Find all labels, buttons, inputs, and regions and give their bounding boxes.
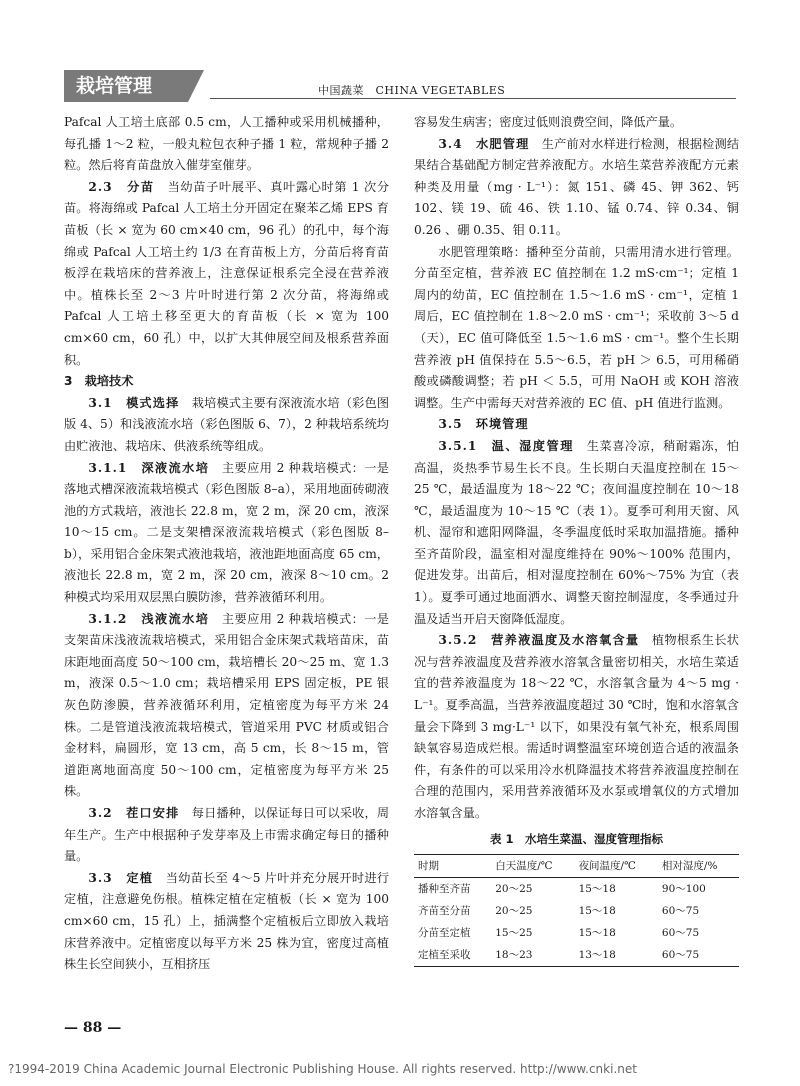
header-rule [210,98,736,99]
section-heading: 3 栽培技术 [64,374,134,389]
section-body: 当幼苗子叶展平、真叶露心时第 1 次分苗。将海绵或 Pafcal 人工培土分开固定在聚苯乙烯 EPS 育苗板（长 × 宽为 60 cm×40 cm，96 孔）的孔中，每个海绵或 Pafcal 人工培土约 1/3 在育苗板上方，分苗后将育苗板浮在栽培床的营养液上，注意保证根系完全浸在营养液中。植株长至 2～3 片叶时进行第 2 次分苗，将海绵或 Pafcal 人工培土移至更大的育苗板（长 × 宽为 100 cm×60 cm，60 孔）中，以扩大其伸展空间及根系营养面积。 [64,179,390,367]
table-cell: 60～75 [661,949,700,962]
section-3-3 [64,868,389,976]
section-body: 生产前对水样进行检测，根据检测结果结合基础配方制定营养液配方。水培生菜营养液配方元素种类及用量（mg · L⁻¹）：氮 151、磷 45、钾 362、钙 102、镁 19、硫 46、铁 1.10、锰 0.74、锌 0.34、铜 0.26 、硼 0.35、钼 0.11。 [414,136,740,237]
paragraph: Pafcal 人工培土底部 0.5 cm，人工播种或采用机械播种，每孔播 1～2 粒，一般丸粒包衣种子播 1 粒，常规种子播 2 粒。然后将育苗盘放入催芽室催芽。 [64,115,389,173]
table-cell: 定植至采收 [418,949,471,962]
section-heading: 3.3 定植 [88,870,154,885]
section-heading: 3.4 水肥管理 [438,136,530,151]
page-number: — 88 — [64,1020,122,1036]
paragraph-fertilizer-strategy: 水肥管理策略：播种至分苗前，只需用清水进行管理。分苗至定植，营养液 EC 值控制在 1.2 mS·cm⁻¹；定植 1 周内的幼苗，EC 值控制在 1.5～1.6 mS · cm⁻¹，定植 1 周后，EC 值控制在 1.8～2.0 mS · cm⁻¹；采收前 3～5 d（天），EC 值可降低至 1.5～1.6 mS · cm⁻¹。整个生长期营养液 pH 值保持在 5.5～6.5，若 pH ＞ 6.5，可用稀硝酸或磷酸调整；若 pH ＜ 5.5，可用 NaOH 或 KOH 溶液调整。生产中需每天对营养液的 EC 值、pH 值进行监测。 [414,244,739,410]
section-3-1-1 [64,458,389,609]
table-cell: 60～75 [661,905,700,918]
table-header-cell: 夜间温度/℃ [578,860,636,873]
section-3-5-1 [414,436,739,630]
section-body: 主要应用 2 种栽培模式：一是落地式槽深液流栽培模式（彩色图版 8–a），采用地面砖砌液池的方式栽培，液池长 22.8 m，宽 2 m，深 20 cm，液深 10～15 cm。二是支架槽深液流栽培模式（彩色图版 8–b），采用铝合金床架式液池栽培，液池距地面高度 65 cm，液池长 22.8 m，宽 2 m，深 20 cm，液深 8～10 cm。2 种模式均采用双层黑白膜防渗，营养液循环利用。 [64,460,389,605]
table-cell: 分苗至定植 [418,927,471,940]
section-3 [64,371,389,393]
table-cell: 15～18 [578,905,616,918]
section-3-5-2 [414,630,739,824]
table-row [414,922,739,944]
paragraph: 容易发生病害；密度过低则浪费空间，降低产量。 [414,115,683,129]
table-row [414,944,739,967]
section-heading: 3.1.1 深液流水培 [88,460,210,475]
table-header-cell: 时期 [418,860,439,873]
table-cell: 15～18 [578,927,616,940]
page-header [0,70,800,102]
table-cell: 15～25 [495,927,533,940]
section-3-1-2 [64,609,389,803]
table-cell: 15～18 [578,883,616,896]
section-heading: 3.1.2 浅液流水培 [88,611,210,626]
table-caption: 表 1 水培生菜温、湿度管理指标 [489,831,663,846]
table-1 [414,854,739,967]
section-3-2 [64,803,389,868]
section-body: 主要应用 2 种栽培模式：一是支架苗床浅液流栽培模式，采用铝合金床架式栽培苗床，苗床距地面高度 50～100 cm，栽培槽长 20～25 m、宽 1.3 m，液深 0.5～1.0 cm；栽培槽采用 EPS 固定板，PE 银灰色防渗膜，营养液循环利用，定植密度为每平方米 24 株。二是管道浅液流栽培模式，管道采用 PVC 材质或铝合金材料，扁圆形，宽 13 cm，高 5 cm，长 8～15 m，管道距离地面高度 50～100 cm，定植密度为每平方米 25 株。 [64,611,389,799]
table-cell: 13～18 [578,949,616,962]
section-2-3 [64,177,389,371]
journal-name: 中国蔬菜 CHINA VEGETABLES [318,84,506,97]
table-cell: 齐苗至分苗 [418,905,471,918]
section-title: 栽培管理 [64,70,188,102]
section-heading: 3.2 茬口安排 [88,806,180,820]
section-3-5 [414,414,739,436]
section-heading: 3.1 模式选择 [88,395,180,410]
left-column [64,112,389,976]
right-column [414,112,739,967]
section-3-1 [64,393,389,458]
table-cell: 60～75 [661,927,700,940]
section-heading: 3.5.2 营养液温度及水溶氧含量 [438,633,640,648]
table-row [414,900,739,922]
section-body: 栽培模式主要有深液流水培（彩色图版 4、5）和浅液流水培（彩色图版 6、7），2 种栽培系统均由贮液池、栽培床、供液系统等组成。 [64,395,390,453]
table-header-row [414,855,739,878]
table-header-cell: 相对湿度/% [661,860,718,873]
section-body: 当幼苗长至 4～5 片叶并充分展开时进行定植，注意避免伤根。植株定植在定植板（长 × 宽为 100 cm×60 cm，15 孔）上，插满整个定植板后立即放入栽培床营养液中。定植密度以每平方米 25 株为宜，密度过高植株生长空间狭小，互相挤压 [64,870,390,972]
table-row [414,878,739,901]
table-cell: 20～25 [495,905,533,918]
section-heading: 3.5.1 温、湿度管理 [438,438,574,453]
table-cell: 播种至齐苗 [418,883,471,896]
copyright-footer: ?1994-2019 China Academic Journal Electronic Publishing House. All rights reserved. http://www.cnki.net [8,1062,637,1076]
section-body: 生菜喜冷凉，稍耐霜冻，怕高温，炎热季节易生长不良。生长期白天温度控制在 15～25 ℃，最适温度为 18～22 ℃；夜间温度控制在 10～18 ℃，最适温度为 10～15 ℃（表 1）。夏季可利用天窗、风机、湿帘和遮阳网降温，冬季温度低时采取加温措施。播种至齐苗阶段，温室相对湿度维持在 90%～100% 范围内，促进发芽。出苗后，相对湿度控制在 60%～75% 为宜（表 1）。夏季可通过地面洒水、调整天窗控制湿度，冬季通过升温及适当开启天窗降低湿度。 [414,438,739,626]
section-body: 植物根系生长状况与营养液温度及营养液水溶氧含量密切相关，水培生菜适宜的营养液温度为 18～22 ℃，水溶氧含量为 4～5 mg · L⁻¹。夏季高温，当营养液温度超过 30 ℃时，饱和水溶氧含量会下降到 3 mg·L⁻¹ 以下，如果没有氧气补充，根系周围缺氧容易造成烂根。需适时调整温室环境创造合适的液温条件，有条件的可以采用冷水机降温技术将营养液温度控制在合理的范围内，采用营养液循环及水泵或增氧仪的方式增加水溶氧含量。 [414,633,739,820]
section-heading: 3.5 环境管理 [438,417,529,432]
table-cell: 20～25 [495,883,533,896]
section-heading: 2.3 分苗 [88,179,155,194]
table-cell: 18～23 [495,949,533,962]
table-header-cell: 白天温度/℃ [495,860,553,873]
section-body: 每日播种，以保证每日可以采收，周年生产。生产中根据种子发芽率及上市需求确定每日的播种量。 [64,806,390,864]
table-cell: 90～100 [661,883,706,896]
section-3-4 [414,134,739,242]
